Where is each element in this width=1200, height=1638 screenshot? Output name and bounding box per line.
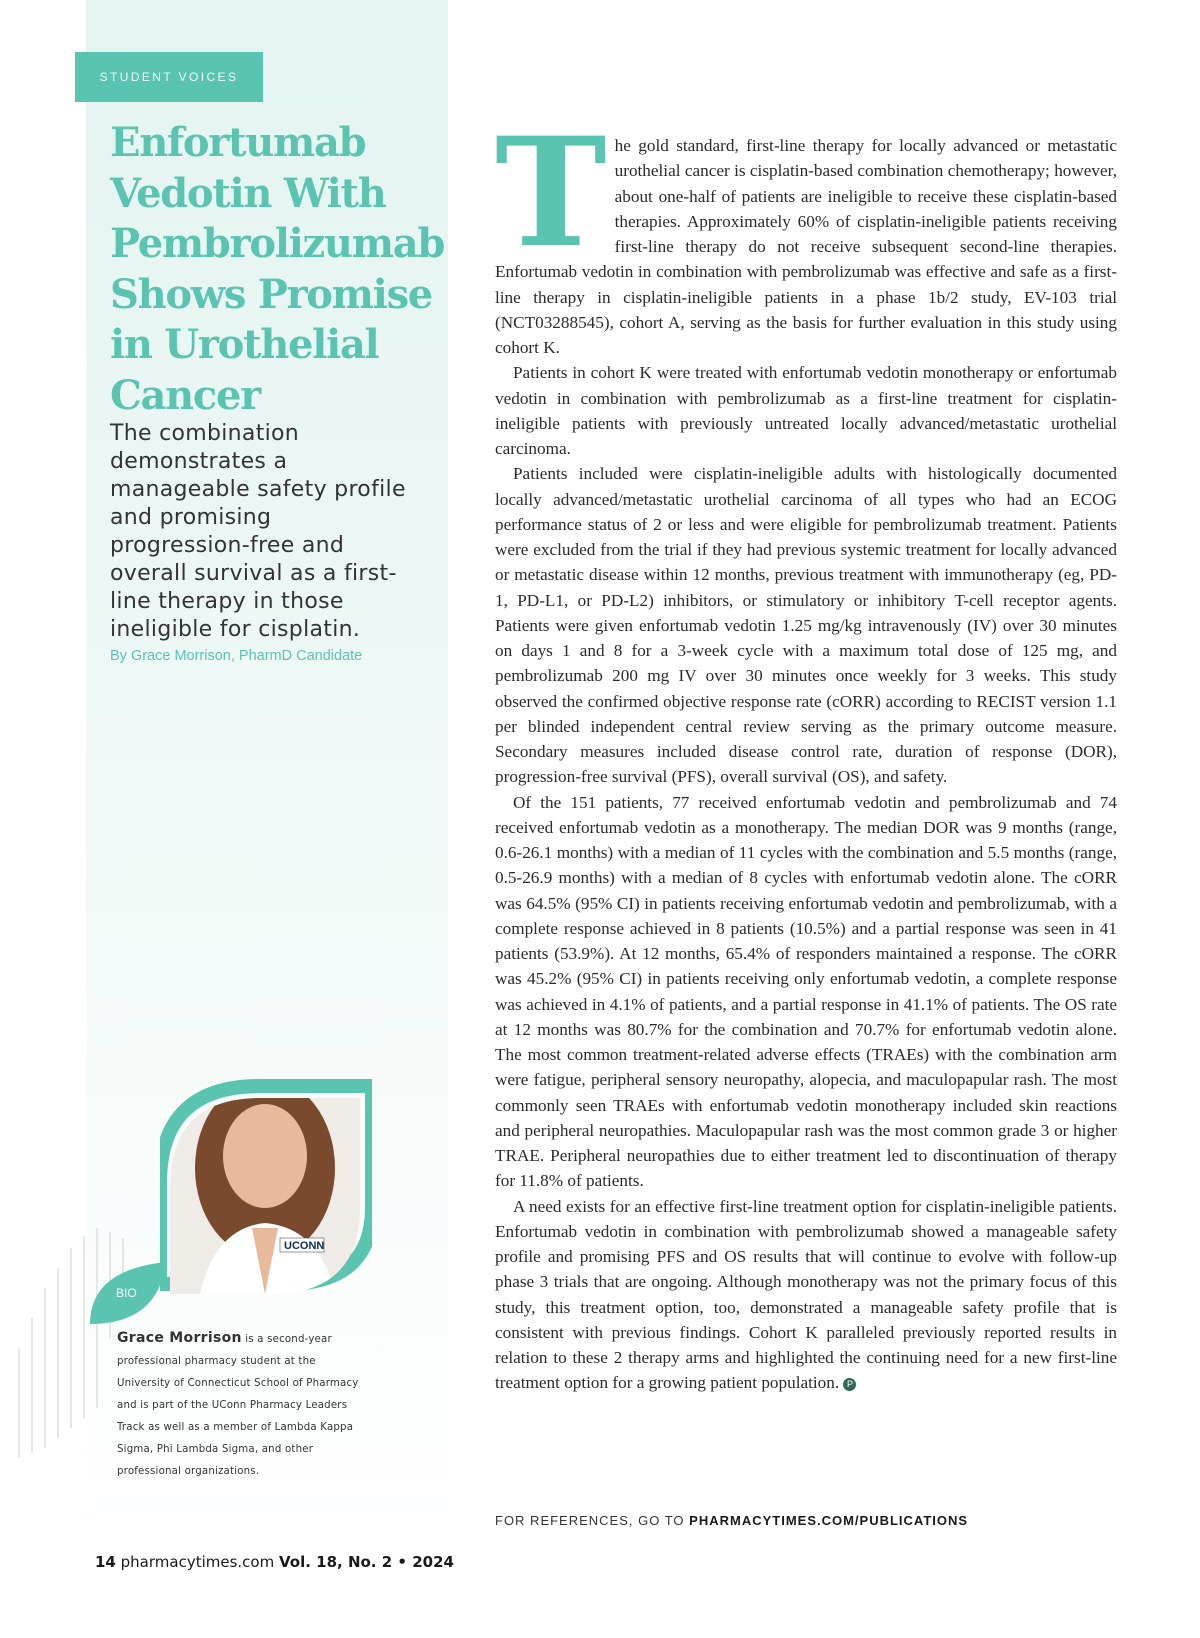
section-tag: STUDENT VOICES <box>75 52 263 102</box>
references-link[interactable]: PHARMACYTIMES.COM/PUBLICATIONS <box>689 1513 969 1528</box>
bio-label: BIO <box>116 1286 137 1300</box>
paragraph-text: A need exists for an effective first-line treatment option for cisplatin-ineligible patients. Enfortumab vedotin in combination with pembrolizumab showed a manageable safety profile and promising PFS and OS results that will continue to evolve with follow-up phase 3 trials that are ongoing. Although monotherapy was not the primary focus of this study, this treatment option, too, demonstrated a manageable safety profile that is consistent with previous findings. Cohort K paralleled previously reported results in relation to these 2 therapy arms and highlighted the continuing need for a new first-line treatment option for a growing patient population. <box>495 1196 1117 1393</box>
bio-description: is a second-year professional pharmacy student at the University of Connecticut School of Pharmacy and is part of the UConn Pharmacy Leaders Track as well as a member of Lambda Kappa Sigma, Phi Lambda Sigma, and other professional organizations. <box>117 1334 359 1477</box>
headline: Enfortumab Vedotin With Pembrolizumab Shows Promise in Urothelial Cancer <box>110 119 444 419</box>
dek: The combination demonstrates a manageable safety profile and promising progression-free and overall survival as a first-line therapy in those ineligible for cisplatin. <box>110 421 406 642</box>
bio-name: Grace Morrison <box>117 1330 242 1346</box>
byline: By Grace Morrison, PharmD Candidate <box>110 648 363 664</box>
bio-text <box>117 1327 365 1483</box>
article-body <box>495 105 1117 1396</box>
page-number: 14 <box>95 1553 116 1571</box>
author-photo <box>160 1058 372 1294</box>
paragraph-text: he gold standard, first-line therapy for locally advanced or metastatic urothelial cancer is cisplatin-based combination chemotherapy; however, about one-half of patients are ineligible to receive these cisplatin-based therapies. Approximately 60% of cisplatin-ineligible patients receiving first-line therapy do not receive subsequent second-line therapies. Enfortumab vedotin in combination with pembrolizumab was effective and safe as a first-line therapy in cisplatin-ineligible patients in a phase 1b/2 study, EV-103 trial (NCT03288545), cohort A, serving as the basis for further evaluation in this study using cohort K. <box>495 136 1117 357</box>
article-paragraph-4: Of the 151 patients, 77 received enfortumab vedotin and pembrolizumab and 74 received enfortumab vedotin as a monotherapy. The median DOR was 9 months (range, 0.6-26.1 months) with a median of 11 cycles with the combination and 5.5 months (range, 0.5-26.9 months) with a median of 8 cycles with enfortumab vedotin alone. The cORR was 64.5% (95% CI) in patients receiving enfortumab vedotin and pembrolizumab, with a complete response achieved in 8 patients (10.5%) and a partial response was seen in 41 patients (53.9%). At 12 months, 65.4% of responders maintained a response. The cORR was 45.2% (95% CI) in patients receiving only enfortumab vedotin, a complete response was achieved in 4.1% of patients, and a partial response in 41.1% of patients. The OS rate at 12 months was 80.7% for the combination and 70.7% for enfortumab vedotin alone. The most common treatment-related adverse effects (TRAEs) with the combination arm were fatigue, peripheral sensory neuropathy, alopecia, and maculopapular rash. The most commonly seen TRAEs with enfortumab vedotin monotherapy included skin reactions and peripheral neuropathies. Maculopapular rash was the most common grade 3 or higher TRAE. Peripheral neuropathies due to either treatment led to discontinuation of therapy for 11.8% of patients. <box>495 792 1117 1191</box>
page-footer <box>95 1553 454 1571</box>
footer-issue: Vol. 18, No. 2 • 2024 <box>279 1553 454 1571</box>
end-mark-icon: P <box>843 1378 856 1391</box>
footer-site: pharmacytimes.com <box>120 1553 275 1571</box>
drop-cap: T <box>495 105 607 281</box>
article-paragraph-1 <box>495 105 1117 360</box>
references-prefix: FOR REFERENCES, GO TO <box>495 1513 690 1528</box>
article-paragraph-5 <box>495 1194 1117 1396</box>
svg-text:UCONN: UCONN <box>284 1240 325 1252</box>
article-paragraph-2: Patients in cohort K were treated with enfortumab vedotin monotherapy or enfortumab vedotin in combination with pembrolizumab as a first-line treatment for cisplatin-ineligible patients with previously untreated locally advanced/metastatic urothelial carcinoma. <box>495 363 1117 458</box>
article-paragraph-3: Patients included were cisplatin-ineligible adults with histologically documented locally advanced/metastatic urothelial carcinoma of all types who had an ECOG performance status of 2 or less and were eligible for pembrolizumab treatment. Patients were excluded from the trial if they had previous systemic treatment for locally advanced or metastatic disease within 12 months, previous treatment with immunotherapy (eg, PD-1, PD-L1, or PD-L2) inhibitors, or stimulatory or inhibitory T-cell receptor agents. Patients were given enfortumab vedotin 1.25 mg/kg intravenously (IV) over 30 minutes on days 1 and 8 for a 3-week cycle with a maximum total dose of 125 mg, and pembrolizumab 200 mg IV over 30 minutes once weekly for 3 weeks. This study observed the confirmed objective response rate (cORR) according to RECIST version 1.1 per blinded independent central review serving as the primary outcome measure. Secondary measures included disease control rate, duration of response (DOR), progression-free survival (PFS), overall survival (OS), and safety. <box>495 464 1117 787</box>
references-note <box>495 1513 968 1528</box>
